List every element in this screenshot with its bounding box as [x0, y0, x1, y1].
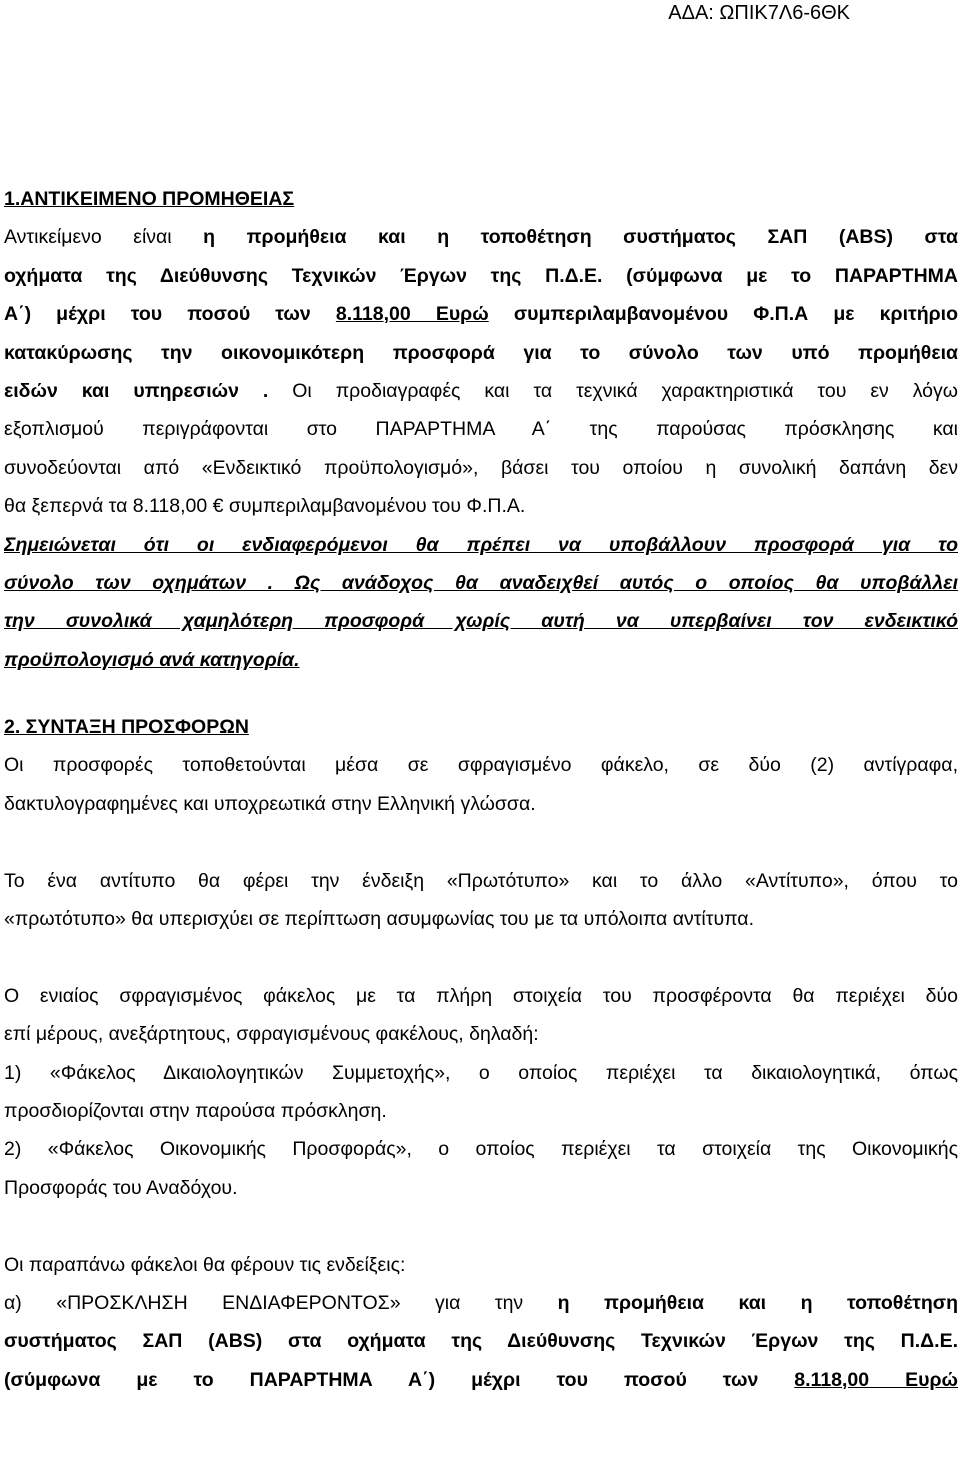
s2-p3-line-5: 2) «Φάκελος Οικονομικής Προσφοράς», ο οποίος περιέχει τα στοιχεία της Οικονομικής [4, 1138, 958, 1161]
s2-p3-line-4: προσδιορίζονται στην παρούσα πρόσκληση. [4, 1099, 387, 1122]
s2-p1-line-1: Οι προσφορές τοποθετούνται μέσα σε σφραγισμένο φάκελο, σε δύο (2) αντίγραφα, [4, 754, 958, 777]
s1-line-6: εξοπλισμού περιγράφονται στο ΠΑΡΑΡΤΗΜΑ Α΄ της παρούσας πρόσκλησης και [4, 418, 958, 441]
s2-p3-line-3: 1) «Φάκελος Δικαιολογητικών Συμμετοχής», ο οποίος περιέχει τα δικαιολογητικά, όπως [4, 1061, 958, 1084]
ada-code: ΑΔΑ: ΩΠΙΚ7Λ6-6ΘΚ [668, 2, 850, 24]
s1-line-4: κατακύρωσης την οικονομικότερη προσφορά για το σύνολο των υπό προμήθεια [4, 341, 958, 364]
s2-p1-line-2: δακτυλογραφημένες και υποχρεωτικά στην Ελληνική γλώσσα. [4, 792, 536, 815]
s1-note-4: προϋπολογισμό ανά κατηγορία. [4, 648, 300, 671]
section1-heading: 1.ΑΝΤΙΚΕΙΜΕΝΟ ΠΡΟΜΗΘΕΙΑΣ [4, 188, 295, 210]
s1-line-3: Α΄) μέχρι του ποσού των 8.118,00 Ευρώ συμπεριλαμβανομένου Φ.Π.Α με κριτήριο [4, 303, 958, 326]
s1-line-8: θα ξεπερνά τα 8.118,00 € συμπεριλαμβανομένου του Φ.Π.Α. [4, 495, 526, 518]
s2-p4-line-1: Οι παραπάνω φάκελοι θα φέρουν τις ενδείξεις: [4, 1253, 406, 1276]
s1-line-7: συνοδεύονται από «Ενδεικτικό προϋπολογισμό», βάσει του οποίου η συνολική δαπάνη δεν [4, 456, 958, 479]
s1-line-2: οχήματα της Διεύθυνσης Τεχνικών Έργων της Π.Δ.Ε. (σύμφωνα με το ΠΑΡΑΡΤΗΜΑ [4, 264, 958, 287]
s1-note-2: σύνολο των οχημάτων . Ως ανάδοχος θα αναδειχθεί αυτός ο οποίος θα υποβάλλει [4, 571, 958, 594]
s2-p3-line-6: Προσφοράς του Αναδόχου. [4, 1176, 238, 1199]
s1-note-1: Σημειώνεται ότι οι ενδιαφερόμενοι θα πρέπει να υποβάλλουν προσφορά για το [4, 533, 958, 556]
s2-p4-line-3: συστήματος ΣΑΠ (ABS) στα οχήματα της Διεύθυνσης Τεχνικών Έργων της Π.Δ.Ε. [4, 1330, 958, 1353]
s1-note-3: την συνολικά χαμηλότερη προσφορά χωρίς αυτή να υπερβαίνει τον ενδεικτικό [4, 610, 958, 633]
s2-p3-line-2: επί μέρους, ανεξάρτητους, σφραγισμένους φακέλους, δηλαδή: [4, 1023, 539, 1046]
s2-p2-line-1: Το ένα αντίτυπο θα φέρει την ένδειξη «Πρωτότυπο» και το άλλο «Αντίτυπο», όπου το [4, 869, 958, 892]
document-body [4, 180, 958, 1399]
section2-heading: 2. ΣΥΝΤΑΞΗ ΠΡΟΣΦΟΡΩΝ [4, 716, 249, 739]
s1-line-5: ειδών και υπηρεσιών . Οι προδιαγραφές και τα τεχνικά χαρακτηριστικά του εν λόγω [4, 379, 958, 402]
s2-p4-line-2: α) «ΠΡΟΣΚΛΗΣΗ ΕΝΔΙΑΦΕΡΟΝΤΟΣ» για την η προμήθεια και η τοποθέτηση [4, 1291, 958, 1314]
s2-p2-line-2: «πρωτότυπο» θα υπερισχύει σε περίπτωση ασυμφωνίας του με τα υπόλοιπα αντίτυπα. [4, 908, 754, 931]
s2-p4-line-4: (σύμφωνα με το ΠΑΡΑΡΤΗΜΑ Α΄) μέχρι του ποσού των 8.118,00 Ευρώ [4, 1368, 958, 1391]
s2-p3-line-1: Ο ενιαίος σφραγισμένος φάκελος με τα πλήρη στοιχεία του προσφέροντα θα περιέχει δύο [4, 984, 958, 1007]
s1-line-1: Αντικείμενο είναι η προμήθεια και η τοποθέτηση συστήματος ΣΑΠ (ABS) στα [4, 226, 958, 249]
